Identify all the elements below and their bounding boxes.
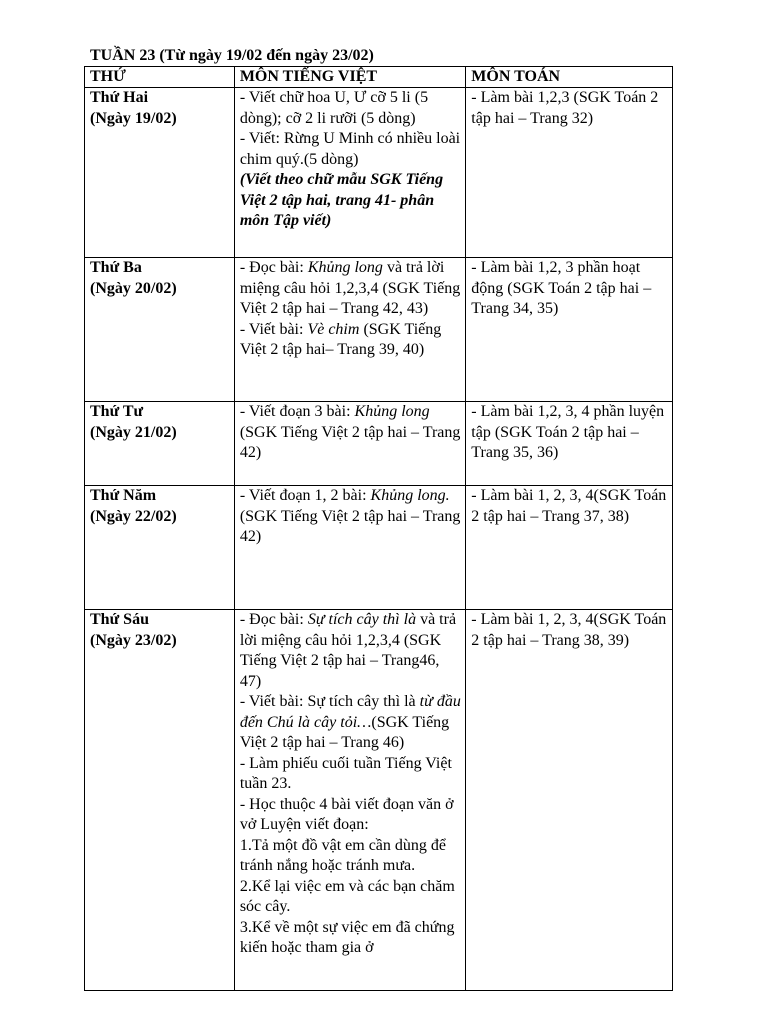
day-cell <box>85 486 235 610</box>
task-text <box>240 258 461 320</box>
table-row <box>85 402 673 486</box>
tieng-viet-cell <box>234 402 465 486</box>
task-text: - Làm bài 1, 2, 3, 4(SGK Toán 2 tập hai – Trang 38, 39) <box>471 611 667 649</box>
day-name: Thứ Tư <box>90 403 144 420</box>
lesson-title: Khủng long. <box>370 487 450 504</box>
day-date: (Ngày 22/02) <box>90 507 177 525</box>
toan-cell <box>466 88 673 258</box>
table-row <box>85 610 673 991</box>
day-date: (Ngày 23/02) <box>90 631 177 649</box>
day-cell <box>85 402 235 486</box>
day-cell <box>85 610 235 991</box>
toan-cell <box>466 486 673 610</box>
day-cell <box>85 258 235 402</box>
task-text <box>240 402 461 464</box>
task-prefix: - Viết đoạn 1, 2 bài: <box>239 487 371 504</box>
task-text: - Làm bài 1,2,3 (SGK Toán 2 tập hai – Trang 32) <box>471 89 659 127</box>
task-text: - Học thuộc 4 bài viết đoạn văn ở vở Luyện viết đoạn: <box>239 795 454 833</box>
day-name: Thứ Hai <box>90 89 149 106</box>
task-prefix: - Viết đoạn 3 bài: <box>239 403 355 420</box>
header-toan: MÔN TOÁN <box>466 67 673 88</box>
task-suffix: (SGK Tiếng Việt 2 tập hai – Trang 46) <box>239 713 450 751</box>
task-prefix: - Viết bài: Sự tích cây thì là <box>239 693 420 710</box>
task-note: (Viết theo chữ mẫu SGK Tiếng Việt 2 tập hai, trang 41- phân môn Tập viết) <box>239 171 444 229</box>
task-suffix: và trả lời miệng câu hỏi 1,2,3,4 (SGK Tiếng Việt 2 tập hai – Trang46, 47) <box>239 611 457 690</box>
toan-cell <box>466 258 673 402</box>
task-text: - Làm bài 1,2, 3 phần hoạt động (SGK Toán 2 tập hai – Trang 34, 35) <box>471 259 652 317</box>
day-cell <box>85 88 235 258</box>
list-item: 3.Kể về một sự việc em đã chứng kiến hoặc tham gia ở <box>239 918 455 956</box>
lesson-excerpt: từ đầu đến Chú là cây tỏi… <box>239 693 461 731</box>
task-text <box>240 692 461 754</box>
tieng-viet-cell <box>234 88 465 258</box>
page-title: TUẦN 23 (Từ ngày 19/02 đến ngày 23/02) <box>90 47 374 64</box>
task-text: - Làm bài 1,2, 3, 4 phần luyện tập (SGK Toán 2 tập hai – Trang 35, 36) <box>471 403 665 461</box>
tieng-viet-cell <box>234 486 465 610</box>
task-prefix: - Đọc bài: <box>239 259 308 276</box>
task-text <box>240 610 461 692</box>
lesson-title: Khủng long <box>307 259 383 276</box>
task-prefix: - Đọc bài: <box>239 611 308 628</box>
header-day: THỨ <box>85 67 235 88</box>
tieng-viet-cell <box>234 610 465 991</box>
task-suffix: (SGK Tiếng Việt 2 tập hai– Trang 39, 40) <box>239 320 442 358</box>
day-name: Thứ Ba <box>90 259 142 276</box>
task-text: - Viết: Rừng U Minh có nhiều loài chim quý.(5 dòng) <box>239 130 461 168</box>
task-text <box>240 486 461 548</box>
day-name: Thứ Năm <box>90 487 157 504</box>
lesson-title: Vè chim <box>307 320 360 338</box>
day-name: Thứ Sáu <box>90 611 149 628</box>
day-date: (Ngày 19/02) <box>90 109 177 127</box>
table-row <box>85 258 673 402</box>
lesson-title: Khủng long <box>354 403 430 420</box>
day-date: (Ngày 21/02) <box>90 423 177 441</box>
task-prefix: - Viết bài: <box>239 320 308 338</box>
table-header-row <box>85 67 673 88</box>
list-item: 1.Tả một đồ vật em cần dùng để tránh nắng hoặc tránh mưa. <box>239 836 446 874</box>
task-text: - Làm phiếu cuối tuần Tiếng Việt tuần 23. <box>239 754 452 792</box>
list-item: 2.Kể lại việc em và các bạn chăm sóc cây. <box>239 877 455 915</box>
task-suffix: và trả lời miệng câu hỏi 1,2,3,4 (SGK Tiếng Việt 2 tập hai – Trang 42, 43) <box>239 259 461 317</box>
task-text: - Làm bài 1, 2, 3, 4(SGK Toán 2 tập hai – Trang 37, 38) <box>471 487 667 525</box>
toan-cell <box>466 402 673 486</box>
table-row <box>85 88 673 258</box>
toan-cell <box>466 610 673 991</box>
task-suffix: (SGK Tiếng Việt 2 tập hai – Trang 42) <box>239 423 461 461</box>
lesson-title: Sự tích cây thì là <box>307 611 417 628</box>
task-suffix: (SGK Tiếng Việt 2 tập hai – Trang 42) <box>239 507 461 545</box>
task-text <box>240 320 461 361</box>
header-tieng-viet: MÔN TIẾNG VIỆT <box>234 67 465 88</box>
day-date: (Ngày 20/02) <box>90 279 177 297</box>
tieng-viet-cell <box>234 258 465 402</box>
schedule-table <box>84 66 673 991</box>
table-row <box>85 486 673 610</box>
task-text: - Viết chữ hoa U, Ư cỡ 5 li (5 dòng); cỡ 2 li rưỡi (5 dòng) <box>239 89 429 127</box>
